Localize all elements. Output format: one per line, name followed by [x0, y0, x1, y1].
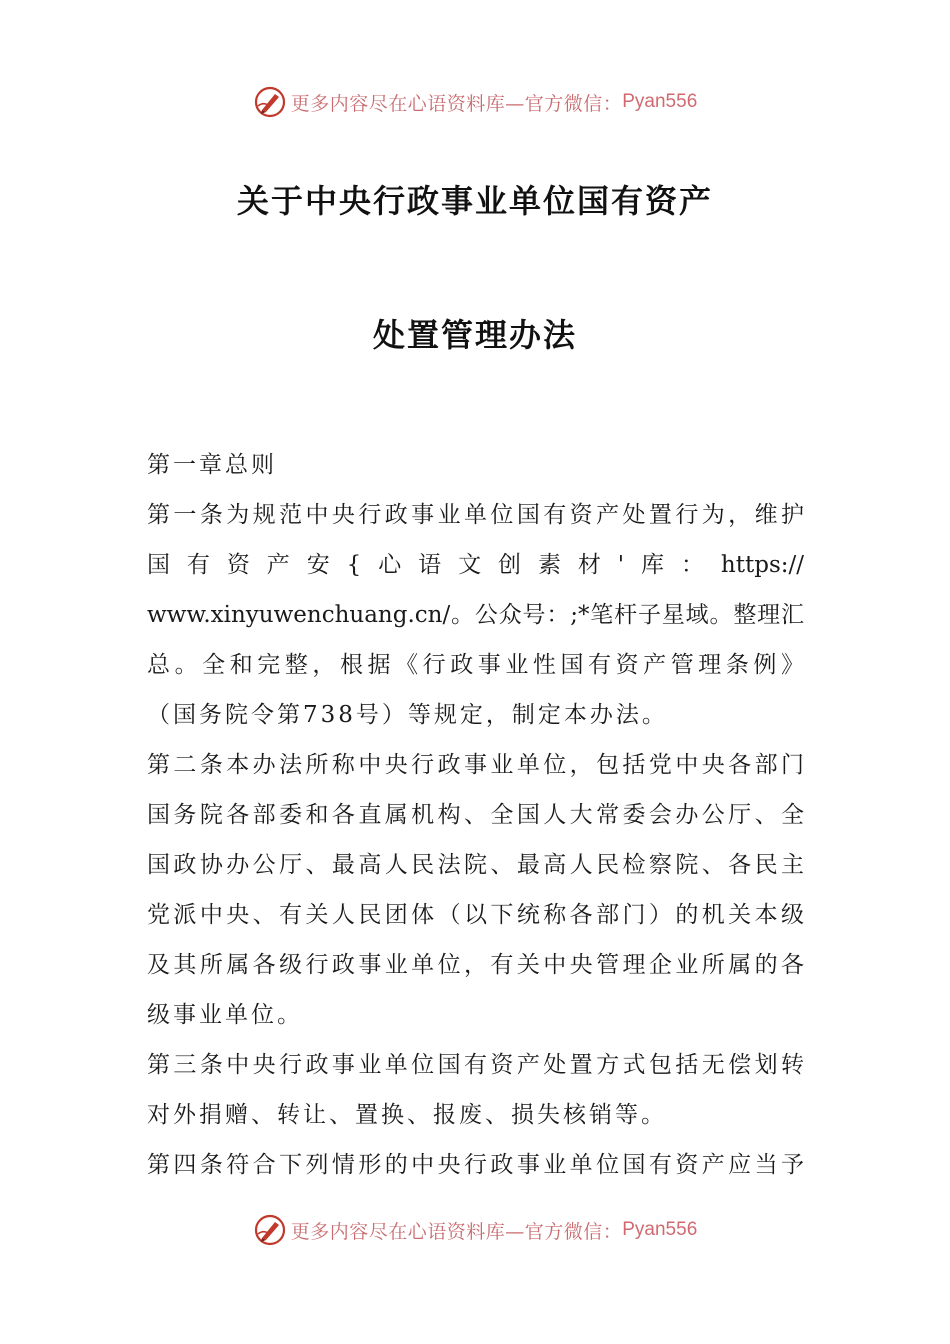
banner-wechat-id: Pyan556 [622, 1219, 698, 1240]
body-line: 第四条符合下列情形的中央行政事业单位国有资产应当予 [147, 1152, 804, 1178]
body-line: 第一条为规范中央行政事业单位国有资产处置行为，维护 [147, 502, 804, 528]
body-line: （国务院令第738号）等规定，制定本办法。 [147, 702, 668, 728]
banner-wechat-id: Pyan556 [622, 91, 698, 112]
body-line: 及其所属各级行政事业单位，有关中央管理企业所属的各 [147, 952, 804, 978]
document-title-line-2: 处置管理办法 [372, 316, 577, 354]
body-line: 对外捐赠、转让、置换、报废、损失核销等。 [147, 1102, 667, 1128]
body-line: 党派中央、有关人民团体（以下统称各部门）的机关本级 [147, 902, 804, 928]
body-line: 级事业单位。 [147, 1002, 303, 1028]
body-line: 第二条本办法所称中央行政事业单位，包括党中央各部门 [147, 752, 804, 778]
body-line: 第三条中央行政事业单位国有资产处置方式包括无偿划转 [147, 1052, 804, 1078]
banner-text: 更多内容尽在心语资料库—官方微信： [290, 92, 623, 115]
body-line: www.xinyuwenchuang.cn/。公众号：;*笔杆子星域。整理汇 [147, 602, 804, 628]
header-watermark-banner [0, 80, 950, 124]
body-line: 国政协办公厅、最高人民法院、最高人民检察院、各民主 [147, 852, 804, 878]
footer-watermark-banner [0, 1208, 950, 1252]
body-line: 总。全和完整，根据《行政事业性国有资产管理条例》 [147, 652, 804, 678]
banner-text: 更多内容尽在心语资料库—官方微信： [290, 1220, 623, 1243]
document-title-line-1: 关于中央行政事业单位国有资产 [236, 182, 713, 220]
body-line: 国务院各部委和各直属机构、全国人大常委会办公厅、全 [147, 802, 804, 828]
chapter-heading: 第一章总则 [147, 452, 277, 478]
pen-logo-icon [253, 1213, 287, 1247]
document-body [147, 440, 804, 1190]
pen-logo-icon [253, 85, 287, 119]
body-line: 国有资产安{心语文创素材'库：https:// [147, 552, 804, 578]
